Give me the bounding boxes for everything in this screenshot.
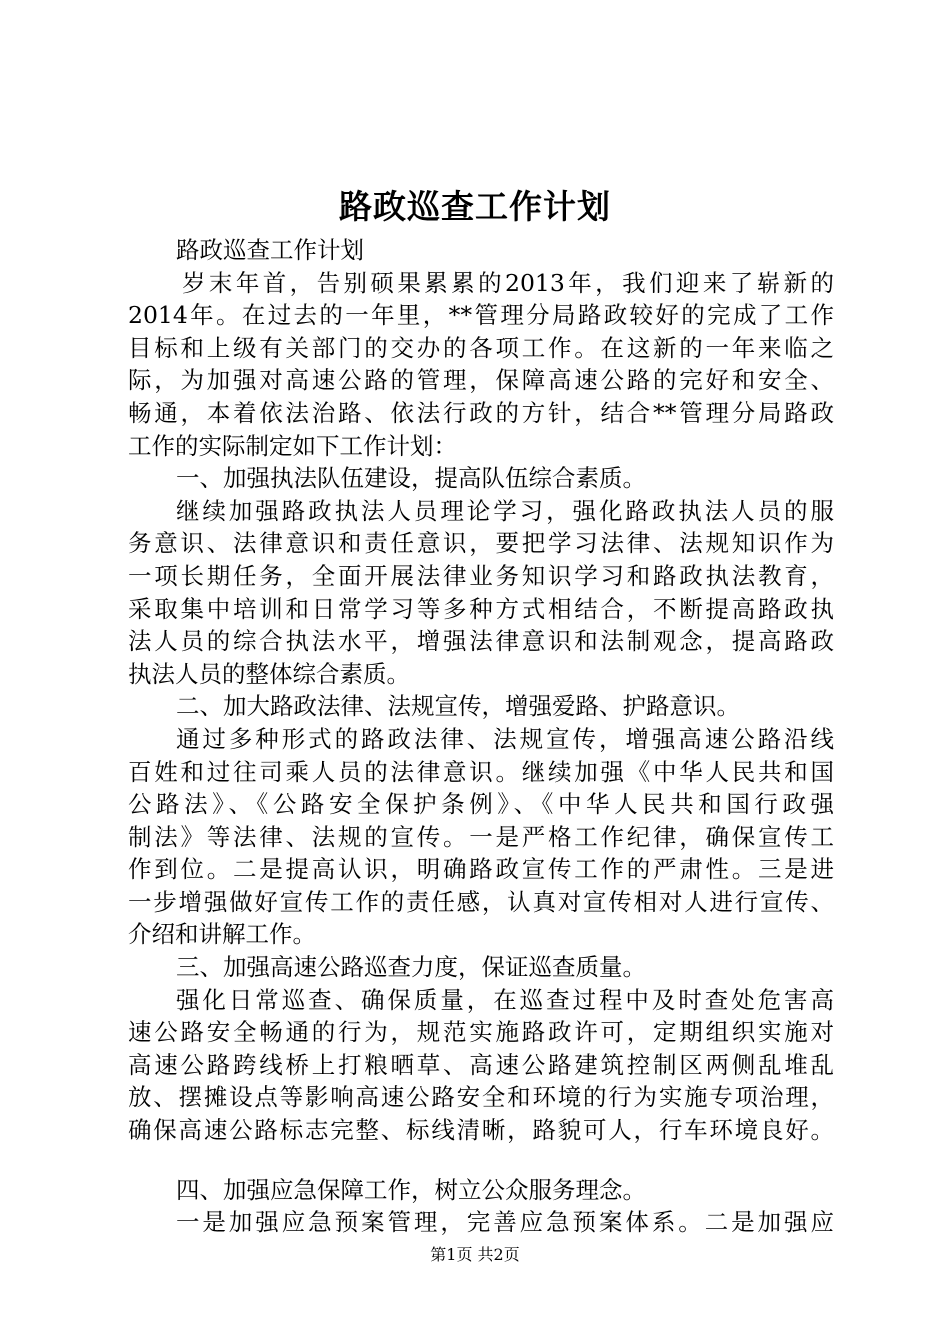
paragraph-line: 一是加强应急预案管理，完善应急预案体系。二是加强应 — [176, 1208, 834, 1237]
paragraph-line: 公路法》、《公路安全保护条例》、《中华人民共和国行政强 — [128, 790, 834, 819]
paragraph-line: 作到位。二是提高认识，明确路政宣传工作的严肃性。三是进 — [128, 855, 834, 884]
paragraph-line: 采取集中培训和日常学习等多种方式相结合，不断提高路政执 — [128, 594, 834, 623]
document-title: 路政巡查工作计划 — [339, 187, 611, 226]
paragraph-line: 通过多种形式的路政法律、法规宣传，增强高速公路沿线 — [176, 724, 834, 753]
paragraph-line: 强化日常巡查、确保质量，在巡查过程中及时查处危害高 — [176, 985, 834, 1014]
subtitle-line: 路政巡查工作计划 — [176, 236, 364, 264]
paragraph-line: 际，为加强对高速公路的管理，保障高速公路的完好和安全、 — [128, 366, 834, 395]
paragraph-line: 一项长期任务，全面开展法律业务知识学习和路政执法教育， — [128, 561, 834, 590]
paragraph-line: 制法》等法律、法规的宣传。一是严格工作纪律，确保宣传工 — [128, 822, 834, 851]
paragraph-line: 执法人员的整体综合素质。 — [128, 659, 410, 688]
paragraph-line: 百姓和过往司乘人员的法律意识。继续加强《中华人民共和国 — [128, 757, 834, 786]
paragraph-line: 介绍和讲解工作。 — [128, 920, 316, 949]
paragraph-line: 确保高速公路标志完整、标线清晰，路貌可人，行车环境良好。 — [128, 1116, 834, 1145]
paragraph-line: 2014年。在过去的一年里，**管理分局路政较好的完成了工作 — [128, 301, 834, 330]
paragraph-spacer — [128, 1147, 834, 1174]
paragraph-line: 继续加强路政执法人员理论学习，强化路政执法人员的服 — [176, 496, 834, 525]
paragraph-line: 速公路安全畅通的行为，规范实施路政许可，定期组织实施对 — [128, 1018, 834, 1047]
page-footer: 第1页 共2页 — [430, 1245, 520, 1264]
paragraph-line: 放、摆摊设点等影响高速公路安全和环境的行为实施专项治理， — [128, 1083, 834, 1112]
section-heading: 三、加强高速公路巡查力度，保证巡查质量。 — [176, 953, 646, 982]
paragraph-line: 一步增强做好宣传工作的责任感，认真对宣传相对人进行宣传、 — [128, 887, 834, 916]
paragraph-line: 高速公路跨线桥上打粮晒草、高速公路建筑控制区两侧乱堆乱 — [128, 1050, 834, 1079]
paragraph-line: 法人员的综合执法水平，增强法律意识和法制观念，提高路政 — [128, 627, 834, 656]
paragraph-line: 岁末年首，告别硕果累累的2013年，我们迎来了崭新的 — [182, 268, 834, 297]
section-heading: 二、加大路政法律、法规宣传，增强爱路、护路意识。 — [176, 692, 740, 721]
section-heading: 一、加强执法队伍建设，提高队伍综合素质。 — [176, 464, 646, 493]
paragraph-line: 工作的实际制定如下工作计划： — [128, 431, 457, 460]
paragraph-line: 务意识、法律意识和责任意识，要把学习法律、法规知识作为 — [128, 529, 834, 558]
paragraph-line: 目标和上级有关部门的交办的各项工作。在这新的一年来临之 — [128, 333, 834, 362]
document-body — [128, 234, 834, 1239]
paragraph-line: 畅通，本着依法治路、依法行政的方针，结合**管理分局路政 — [128, 398, 834, 427]
section-heading: 四、加强应急保障工作，树立公众服务理念。 — [176, 1175, 646, 1204]
